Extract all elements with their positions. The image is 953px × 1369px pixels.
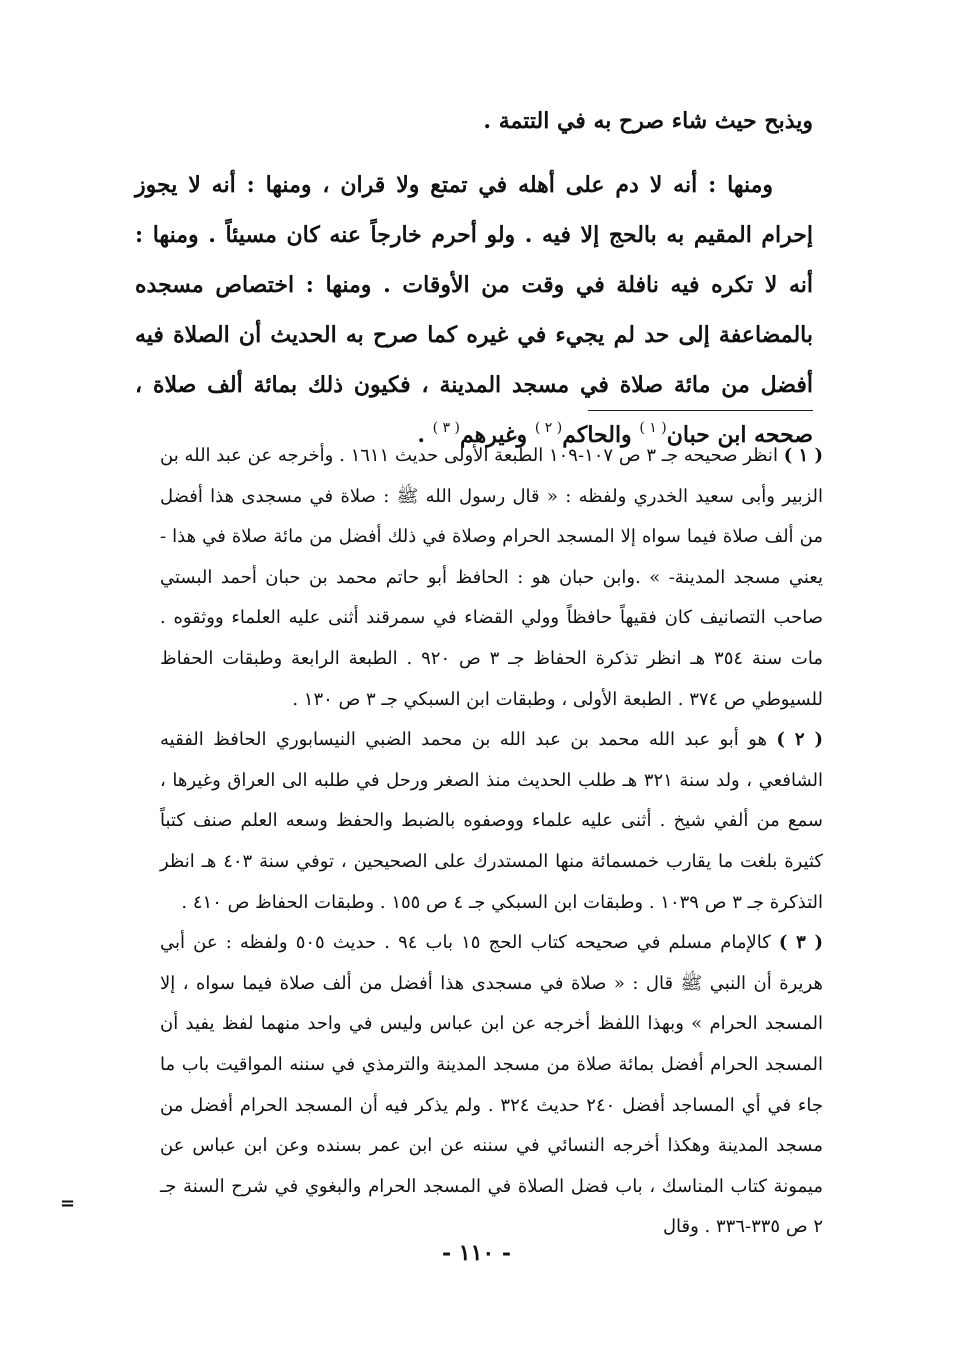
paragraph-2-mid-2: وغيرهم [460,422,535,448]
page-number: - ١١٠ - [441,1240,512,1266]
paragraph-2-body: ومنها : أنه لا دم على أهله في تمتع ولا قران ، ومنها : أنه لا يجوز إحرام المقيم به بالحج إلا فيه . ولو أحرم خارجاً عنه كان مسيئاً . ومنها : أنه لا تكره فيه نافلة في وقت من الأوقات . ومنها : اختصاص مسجده بالمضاعفة إلى حد لم يجيء في غيره كما صرح به الحديث أن الصلاة فيه أفضل من مائة صلاة في مسجد المدينة ، فكيون ذلك بمائة ألف صلاة ، صححه ابن حبان [135,172,813,448]
footnote-ref-1: ( ١ ) [639,420,667,436]
footnote-2 [160,720,823,923]
paragraph-2 [135,160,813,460]
footnotes [160,436,823,1248]
footnote-1 [160,436,823,720]
paragraph-1: ويذبح حيث شاء صرح به في التتمة . [483,108,813,134]
footnote-3 [160,923,823,1248]
paragraph-2-end: . [417,422,433,448]
paragraph-2-mid-1: والحاكم [562,422,640,448]
footnote-2-number: ( ٢ ) [776,729,823,751]
footnote-2-text: هو أبو عبد الله محمد بن عبد الله بن محمد الضبي النيسابوري الحافظ الفقيه الشافعي ، ولد سنة ٣٢١ هـ طلب الحديث منذ الصغر ورحل في طلبه الى العراق وغيرها ، سمع من ألفي شيخ . أثنى عليه علماء ووصفوه بالضبط والحفظ وسعه العلم صنف كتباً كثيرة بلغت ما يقارب خمسمائة منها المستدرك على الصحيحين ، توفي سنة ٤٠٣ هـ انظر التذكرة جـ ٣ ص ١٠٣٩ . وطبقات ابن السبكي جـ ٤ ص ١٥٥ . وطبقات الحفاظ ص ٤١٠ . [160,729,823,913]
footnote-3-number: ( ٣ ) [778,932,823,954]
footnote-3-text: كالإمام مسلم في صحيحه كتاب الحج ١٥ باب ٩٤ . حديث ٥٠٥ ولفظه : عن أبي هريرة أن النبي ﷺ قال : « صلاة في مسجدى هذا أفضل من ألف صلاة فيما سواه ، إلا المسجد الحرام » وبهذا اللفظ أخرجه عن ابن عباس وليس في واحد منهما لفظ يفيد أن المسجد الحرام أفضل بمائة صلاة من مسجد المدينة والترمذي في سننه المواقيت باب ما جاء في أي المساجد أفضل ٢٤٠ حديث ٣٢٤ . ولم يذكر فيه أن المسجد الحرام أفضل من مسجد المدينة وهكذا أخرجه النسائي في سننه عن ابن عمر بسنده وعن ابن عباس عن ميمونة كتاب المناسك ، باب فضل الصلاة في المسجد الحرام والبغوي في شرح السنة جـ ٢ ص ٣٣٥-٣٣٦ . وقال [160,932,823,1238]
main-text [135,96,813,460]
continuation-mark: = [60,1193,76,1214]
footnote-ref-3: ( ٣ ) [432,420,461,436]
footnote-1-number: ( ١ ) [783,445,823,466]
footnote-1-text: انظر صحيحه جـ ٣ ص ١٠٧-١٠٩ الطبعة الأولى حديث ١٦١١ . وأخرجه عن عبد الله بن الزبير وأبى سعيد الخدري ولفظه : « قال رسول الله ﷺ : صلاة في مسجدى هذا أفضل من ألف صلاة فيما سواه إلا المسجد الحرام وصلاة في ذلك أفضل من مائة صلاة في هذا - يعني مسجد المدينة- » .وابن حبان هو : الحافظ أبو حاتم محمد بن حبان أحمد البستي صاحب التصانيف كان فقيهاً حافظاً وولي القضاء في سمرقند أثنى عليه العلماء ووثقوه . مات سنة ٣٥٤ هـ انظر تذكرة الحفاظ جـ ٣ ص ٩٢٠ . الطبعة الرابعة وطبقات الحفاظ للسيوطي ص ٣٧٤ . الطبعة الأولى ، وطبقات ابن السبكي جـ ٣ ص ١٣٠ . [160,445,824,710]
footnote-ref-2: ( ٢ ) [534,420,563,436]
footnote-separator [588,410,813,411]
